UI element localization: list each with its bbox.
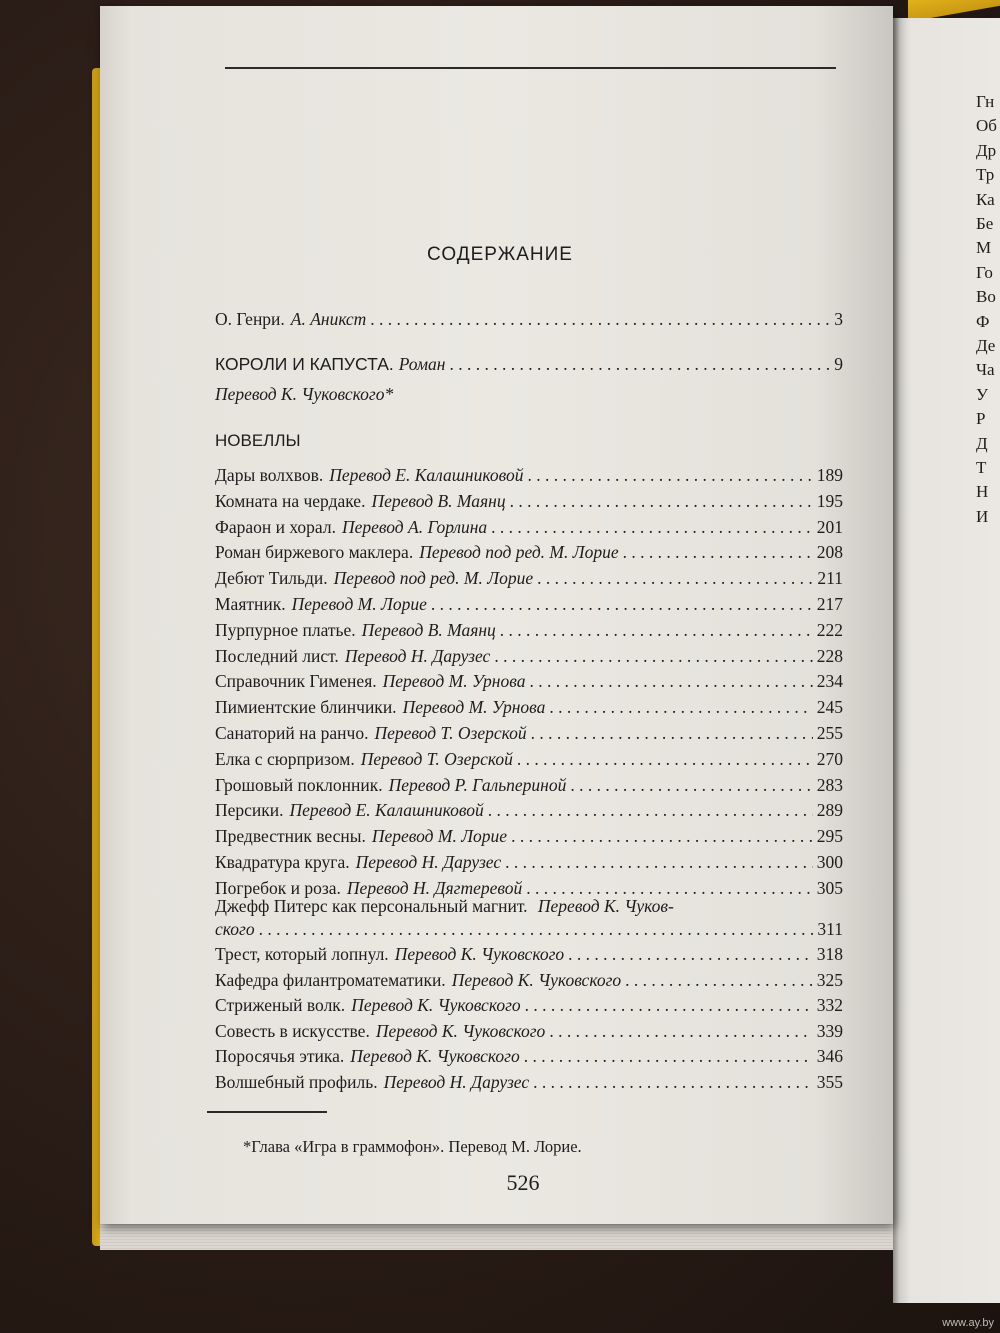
page-ref: 195: [816, 490, 843, 511]
toc-entry: [215, 542, 843, 566]
toc-entry: [215, 944, 843, 968]
right-page-fragment: Ча: [976, 360, 995, 380]
page-ref: 201: [816, 516, 843, 537]
toc-entry: [215, 620, 843, 644]
right-page-fragment: М: [976, 238, 992, 258]
toc-entry: [215, 1072, 843, 1096]
page-ref: 332: [816, 995, 843, 1015]
story-title: Погребок и роза.: [215, 877, 341, 898]
toc-entry: [215, 491, 843, 515]
right-page-fragment: Др: [976, 140, 997, 160]
story-title: Трест, который лопнул.: [215, 944, 389, 964]
story-title: Роман биржевого маклера.: [215, 542, 414, 563]
watermark: www.ay.by: [942, 1317, 994, 1329]
right-page: [893, 18, 1000, 1303]
top-rule: [225, 67, 836, 69]
toc-entry: [215, 995, 843, 1019]
story-title: Персики.: [215, 800, 284, 821]
toc-entry: [215, 465, 843, 489]
story-title: Фараон и хорал.: [215, 516, 336, 537]
page-ref: 189: [816, 465, 843, 485]
story-translator: Перевод Р. Гальпериной: [388, 774, 567, 795]
story-title: Елка с сюрпризом.: [215, 748, 355, 769]
page-ref: 222: [816, 619, 843, 640]
right-page-fragment: Во: [976, 287, 996, 307]
right-page-fragment: Р: [976, 409, 986, 429]
page-ref: 339: [816, 1020, 843, 1041]
story-translator: Перевод К. Чуковского: [351, 995, 521, 1015]
right-page-fragment: Де: [976, 336, 996, 355]
page-ref: 311: [817, 919, 843, 939]
toc-entry: [215, 800, 843, 824]
story-title: Квадратура круга.: [215, 852, 350, 872]
page-ref: 300: [816, 852, 843, 872]
story-translator: Перевод М. Урнова: [382, 671, 526, 692]
right-page-fragment: Тр: [976, 165, 995, 185]
story-translator: Перевод К. Чуковского: [350, 1046, 520, 1066]
novel-title: КОРОЛИ И КАПУСТА.: [215, 354, 394, 374]
story-translator: Перевод М. Лорие: [371, 826, 508, 847]
story-translator: Перевод М. Лорие: [291, 594, 427, 614]
right-page-fragment: Бе: [976, 214, 994, 233]
right-page-fragment: Об: [976, 116, 997, 136]
story-title: Маятник.: [215, 594, 286, 614]
story-title: Санаторий на ранчо.: [215, 723, 369, 743]
page-ref: 228: [816, 645, 843, 666]
toc-entry: [215, 697, 843, 721]
toc-entry: [215, 749, 843, 773]
footnote: *Глава «Игра в граммофон». Перевод М. Лорие.: [243, 1137, 582, 1156]
page-ref: 270: [816, 748, 843, 769]
page-ref: 305: [816, 877, 843, 898]
toc-entry: [215, 852, 843, 876]
page-ref: 318: [816, 944, 843, 964]
intro-translator: А. Аникст: [290, 309, 367, 329]
story-title: Справочник Гименея.: [215, 671, 377, 692]
story-title: Пимиентские блинчики.: [215, 697, 397, 718]
page-ref: 217: [816, 594, 843, 614]
section-title: НОВЕЛЛЫ: [215, 431, 301, 450]
toc-entry: [215, 1021, 843, 1045]
page-number: 526: [506, 1170, 540, 1195]
story-translator: Перевод Н. Дарузес: [355, 852, 502, 872]
story-title: Стриженый волк.: [215, 995, 346, 1015]
story-translator: Перевод Е. Калашниковой: [289, 800, 484, 821]
toc-entry: [215, 646, 843, 670]
story-translator: Перевод Т. Озерской: [374, 723, 527, 743]
story-translator: Перевод Н. Дягтеревой: [346, 877, 523, 898]
story-title: Грошовый поклонник.: [215, 774, 383, 795]
story-title: Совесть в искусстве.: [215, 1020, 370, 1041]
page-title: СОДЕРЖАНИЕ: [427, 244, 573, 265]
toc-entry: [215, 594, 843, 618]
toc-entry: [215, 723, 843, 747]
right-page-fragment: Д: [976, 433, 988, 453]
footnote-rule: [207, 1111, 327, 1113]
story-translator: Перевод Н. Дарузес: [383, 1071, 530, 1092]
story-translator: Перевод К. Чуковского: [394, 944, 565, 964]
toc-entry: [215, 970, 843, 994]
toc-entry-long-line1: Джефф Питерс как персональный магнит. Перевод К. Чуков-: [215, 896, 674, 916]
right-page-fragment: Н: [976, 482, 989, 502]
page-ref: 3: [834, 309, 843, 329]
story-translator: Перевод В. Маянц: [371, 490, 506, 511]
novel-translation: Перевод К. Чуковского*: [215, 384, 394, 404]
page-ref: 9: [834, 354, 843, 374]
story-title: Пурпурное платье.: [215, 619, 356, 640]
story-translator: Перевод М. Урнова: [402, 697, 546, 718]
story-translator: Перевод под ред. М. Лорие: [419, 542, 619, 563]
page-ref: 211: [817, 568, 843, 589]
right-page-fragment: Го: [976, 262, 993, 282]
right-page-fragment: Ка: [976, 189, 995, 209]
page-ref: 289: [816, 800, 843, 821]
toc-entry-intro: [215, 309, 843, 333]
story-title: Дары волхвов.: [215, 465, 324, 485]
story-translator: Перевод Н. Дарузес: [344, 645, 491, 666]
story-title: Комната на чердаке.: [215, 490, 366, 511]
story-translator: Перевод К. Чуковского: [451, 969, 622, 990]
toc-entry: [215, 671, 843, 695]
page-ref: 208: [816, 542, 843, 563]
toc-entry: [215, 826, 843, 850]
page-ref: 245: [816, 697, 843, 718]
right-page-fragment: И: [976, 506, 989, 526]
toc-entry: [215, 517, 843, 541]
page-ref: 234: [816, 671, 843, 692]
story-title: Дебют Тильди.: [215, 568, 328, 589]
story-title: Поросячья этика.: [215, 1046, 345, 1066]
page-ref: 255: [816, 723, 843, 743]
page-ref: 346: [816, 1046, 843, 1066]
page-ref: 325: [816, 969, 843, 990]
story-translator: Перевод Т. Озерской: [360, 748, 513, 769]
toc-entry: [215, 568, 843, 592]
novel-genre: Роман: [398, 354, 446, 374]
story-title: Предвестник весны.: [215, 826, 366, 847]
right-page-fragment: Гн: [976, 92, 995, 111]
toc-entry-novel: [215, 354, 843, 378]
page-ref: 355: [816, 1071, 843, 1092]
story-translator: Перевод К. Чуковского: [375, 1020, 546, 1041]
toc-entry: [215, 775, 843, 799]
right-page-fragment: Т: [976, 458, 987, 477]
right-page-fragment: У: [976, 384, 989, 404]
story-title: Волшебный профиль.: [215, 1071, 378, 1092]
page-ref: 283: [816, 774, 843, 795]
story-title: Кафедра филантроматематики.: [215, 969, 446, 990]
toc-entry: [215, 1046, 843, 1070]
story-translator: Перевод А. Горлина: [341, 516, 488, 537]
right-page-fragment: Ф: [976, 311, 990, 331]
toc-entry-long-line2: ского . . . 311: [215, 919, 843, 943]
story-translator: Перевод под ред. М. Лорие: [333, 568, 534, 589]
story-translator: Перевод Е. Калашниковой: [329, 465, 524, 485]
story-title: Последний лист.: [215, 645, 339, 666]
page-ref: 295: [816, 826, 843, 847]
story-translator: Перевод В. Маянц: [361, 619, 496, 640]
intro-author: О. Генри.: [215, 309, 285, 329]
